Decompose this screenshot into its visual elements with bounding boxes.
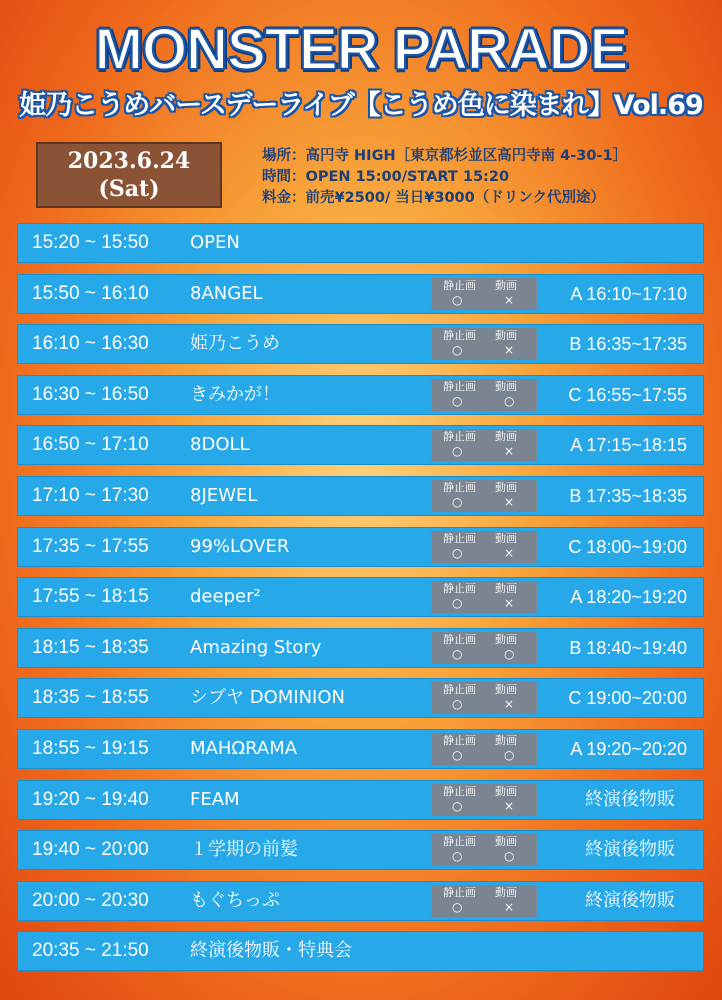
- photo-permission-box: [431, 733, 537, 765]
- video-label: 動画: [495, 785, 517, 798]
- tokutenkai-slot: 終演後物販: [585, 789, 675, 810]
- performer-name: もぐちっぷ: [190, 890, 280, 911]
- slot-time: 15:20 ~ 15:50: [32, 232, 149, 253]
- video-label: 動画: [495, 430, 517, 443]
- video-label: 動画: [495, 582, 517, 595]
- still-permission-mark: ○: [452, 900, 463, 914]
- still-label: 静止画: [443, 532, 476, 545]
- timetable-row: [17, 678, 704, 718]
- timetable-row: [17, 628, 704, 668]
- performer-name: Amazing Story: [190, 637, 322, 658]
- still-label: 静止画: [443, 380, 476, 393]
- still-label: 静止画: [443, 785, 476, 798]
- performer-name: MAHΩRAMA: [190, 738, 298, 759]
- slot-time: 18:35 ~ 18:55: [32, 687, 149, 708]
- photo-permission-box: [431, 278, 537, 310]
- slot-time: 19:40 ~ 20:00: [32, 839, 149, 860]
- still-permission-mark: ○: [452, 444, 463, 458]
- still-permission-mark: ○: [452, 697, 463, 711]
- video-permission-mark: ×: [504, 546, 515, 560]
- still-permission-mark: ○: [452, 546, 463, 560]
- price-text: 料金：前売¥2500/ 当日¥3000（ドリンク代別途）: [262, 190, 605, 206]
- event-weekday: (Sat): [98, 176, 160, 202]
- tokutenkai-slot: C 19:00~20:00: [568, 688, 687, 708]
- photo-permission-box: [431, 581, 537, 613]
- video-permission-mark: ×: [504, 697, 515, 711]
- performer-name: 8DOLL: [190, 434, 250, 455]
- photo-permission-box: [431, 480, 537, 512]
- tokutenkai-slot: A 19:20~20:20: [570, 739, 687, 759]
- slot-time: 17:55 ~ 18:15: [32, 586, 149, 607]
- still-permission-mark: ○: [452, 394, 463, 408]
- video-permission-mark: ×: [504, 444, 515, 458]
- event-title: MONSTER PARADE: [94, 17, 628, 82]
- video-permission-mark: ○: [504, 748, 515, 762]
- tokutenkai-slot: B 16:35~17:35: [569, 334, 687, 354]
- timetable-row: [17, 274, 704, 314]
- still-permission-mark: ○: [452, 293, 463, 307]
- video-label: 動画: [495, 683, 517, 696]
- slot-time: 17:10 ~ 17:30: [32, 485, 149, 506]
- timetable-row: [17, 425, 704, 465]
- photo-permission-box: [431, 784, 537, 816]
- still-label: 静止画: [443, 734, 476, 747]
- timetable-row: [17, 729, 704, 769]
- timetable-row: [17, 577, 704, 617]
- still-label: 静止画: [443, 633, 476, 646]
- slot-time: 16:30 ~ 16:50: [32, 384, 149, 405]
- video-label: 動画: [495, 886, 517, 899]
- video-label: 動画: [495, 279, 517, 292]
- performer-name: １学期の前髪: [190, 839, 298, 860]
- timetable-row: [17, 830, 704, 870]
- timetable-row: [17, 527, 704, 567]
- event-subtitle: 姫乃こうめバースデーライブ【こうめ色に染まれ】Vol.69: [19, 90, 703, 121]
- tokutenkai-slot: C 16:55~17:55: [568, 385, 687, 405]
- timetable-row: [17, 324, 704, 364]
- timetable-row: [17, 881, 704, 921]
- slot-time: 18:15 ~ 18:35: [32, 637, 149, 658]
- performer-name: きみかが！: [190, 384, 280, 405]
- video-permission-mark: ×: [504, 293, 515, 307]
- event-date: 2023.6.24: [67, 148, 191, 174]
- still-label: 静止画: [443, 329, 476, 342]
- video-permission-mark: ○: [504, 394, 515, 408]
- video-label: 動画: [495, 532, 517, 545]
- video-permission-mark: ○: [504, 647, 515, 661]
- still-permission-mark: ○: [452, 495, 463, 509]
- tokutenkai-slot: 終演後物販: [585, 890, 675, 911]
- still-label: 静止画: [443, 683, 476, 696]
- still-permission-mark: ○: [452, 596, 463, 610]
- photo-permission-box: [431, 429, 537, 461]
- tokutenkai-slot: A 18:20~19:20: [570, 587, 687, 607]
- event-info: [262, 146, 712, 209]
- slot-time: 16:10 ~ 16:30: [32, 333, 149, 354]
- video-label: 動画: [495, 835, 517, 848]
- still-permission-mark: ○: [452, 647, 463, 661]
- timetable-row: [17, 476, 704, 516]
- video-permission-mark: ×: [504, 596, 515, 610]
- photo-permission-box: [431, 632, 537, 664]
- performer-name: deeper²: [190, 586, 261, 607]
- still-label: 静止画: [443, 835, 476, 848]
- still-label: 静止画: [443, 430, 476, 443]
- tokutenkai-slot: 終演後物販: [585, 839, 675, 860]
- date-badge: [36, 142, 222, 208]
- photo-permission-box: [431, 885, 537, 917]
- timetable-row: [17, 780, 704, 820]
- still-label: 静止画: [443, 481, 476, 494]
- video-label: 動画: [495, 481, 517, 494]
- still-permission-mark: ○: [452, 343, 463, 357]
- still-label: 静止画: [443, 582, 476, 595]
- still-permission-mark: ○: [452, 799, 463, 813]
- slot-time: 19:20 ~ 19:40: [32, 789, 149, 810]
- performer-name: 8ANGEL: [190, 283, 263, 304]
- performer-name: 99%LOVER: [190, 536, 290, 557]
- still-permission-mark: ○: [452, 849, 463, 863]
- performer-name: 終演後物販・特典会: [190, 940, 352, 961]
- performer-name: 8JEWEL: [190, 485, 258, 506]
- tokutenkai-slot: A 17:15~18:15: [570, 435, 687, 455]
- photo-permission-box: [431, 531, 537, 563]
- performer-name: シブヤ DOMINION: [190, 687, 345, 708]
- video-label: 動画: [495, 734, 517, 747]
- slot-time: 17:35 ~ 17:55: [32, 536, 149, 557]
- slot-time: 20:35 ~ 21:50: [32, 940, 149, 961]
- video-permission-mark: ×: [504, 799, 515, 813]
- timetable-row: [17, 931, 704, 971]
- video-permission-mark: ×: [504, 900, 515, 914]
- performer-name: 姫乃こうめ: [190, 333, 280, 354]
- photo-permission-box: [431, 682, 537, 714]
- photo-permission-box: [431, 328, 537, 360]
- video-label: 動画: [495, 380, 517, 393]
- performer-name: OPEN: [190, 232, 240, 253]
- slot-time: 20:00 ~ 20:30: [32, 890, 149, 911]
- time-text: 時間：OPEN 15:00/START 15:20: [262, 169, 510, 185]
- slot-time: 16:50 ~ 17:10: [32, 434, 149, 455]
- still-permission-mark: ○: [452, 748, 463, 762]
- video-permission-mark: ○: [504, 849, 515, 863]
- slot-time: 15:50 ~ 16:10: [32, 283, 149, 304]
- video-label: 動画: [495, 633, 517, 646]
- still-label: 静止画: [443, 279, 476, 292]
- tokutenkai-slot: A 16:10~17:10: [570, 284, 687, 304]
- timetable-row: [17, 223, 704, 263]
- photo-permission-box: [431, 379, 537, 411]
- photo-permission-box: [431, 834, 537, 866]
- timetable-row: [17, 375, 704, 415]
- venue-text: 場所：高円寺 HIGH［東京都杉並区高円寺南 4-30-1］: [262, 148, 628, 164]
- tokutenkai-slot: B 18:40~19:40: [569, 638, 687, 658]
- video-label: 動画: [495, 329, 517, 342]
- tokutenkai-slot: C 18:00~19:00: [568, 537, 687, 557]
- tokutenkai-slot: B 17:35~18:35: [569, 486, 687, 506]
- video-permission-mark: ×: [504, 495, 515, 509]
- video-permission-mark: ×: [504, 343, 515, 357]
- still-label: 静止画: [443, 886, 476, 899]
- slot-time: 18:55 ~ 19:15: [32, 738, 149, 759]
- performer-name: FEAM: [190, 789, 240, 810]
